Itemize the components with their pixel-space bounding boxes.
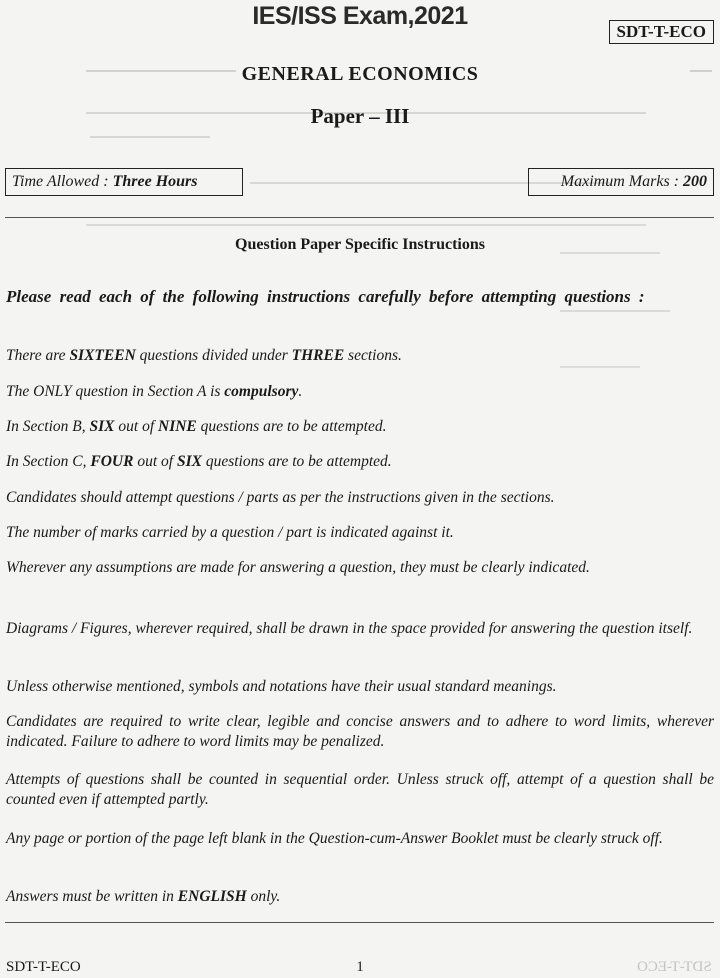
time-allowed-box bbox=[5, 168, 243, 196]
paper-title: Paper – III bbox=[310, 104, 410, 128]
exam-title: IES/ISS Exam,2021 bbox=[252, 2, 468, 30]
maximum-marks-box bbox=[528, 168, 714, 196]
instruction-item: The number of marks carried by a question / part is indicated against it. bbox=[6, 524, 454, 541]
instructions-intro: Please read each of the following instructions carefully before attempting questions : bbox=[6, 287, 645, 306]
maximum-marks-value: 200 bbox=[683, 173, 707, 190]
subject-title: GENERAL ECONOMICS bbox=[241, 63, 479, 85]
instructions-heading: Question Paper Specific Instructions bbox=[235, 236, 485, 253]
time-allowed-label: Time Allowed : bbox=[12, 173, 113, 190]
maximum-marks-label: Maximum Marks : bbox=[560, 173, 683, 190]
instruction-item: Any page or portion of the page left blank in the Question-cum-Answer Booklet must be clearly struck off. bbox=[6, 830, 663, 847]
instruction-item: Wherever any assumptions are made for answering a question, they must be clearly indicated. bbox=[6, 559, 590, 576]
instruction-item: Answers must be written in ENGLISH only. bbox=[6, 888, 281, 905]
footer-mirrored-code: SDT-T-ECO bbox=[637, 959, 712, 975]
instruction-item: The ONLY question in Section A is compulsory. bbox=[6, 383, 303, 400]
paper-code-box: SDT-T-ECO bbox=[609, 20, 714, 44]
instruction-item: In Section C, FOUR out of SIX questions are to be attempted. bbox=[6, 453, 392, 470]
instruction-item: Unless otherwise mentioned, symbols and notations have their usual standard meanings. bbox=[6, 678, 557, 695]
time-allowed-value: Three Hours bbox=[112, 173, 198, 190]
bottom-divider bbox=[5, 922, 714, 923]
instruction-item: Diagrams / Figures, wherever required, shall be drawn in the space provided for answering the question itself. bbox=[6, 620, 693, 637]
instruction-item: Candidates are required to write clear, legible and concise answers and to adhere to word limits, wherever indicated. Failure to adhere to word limits may be penalized. bbox=[6, 713, 714, 750]
instruction-item: There are SIXTEEN questions divided under THREE sections. bbox=[6, 347, 402, 364]
instruction-item: Attempts of questions shall be counted in sequential order. Unless struck off, attempt of a question shall be counted even if attempted partly. bbox=[6, 771, 714, 808]
footer-paper-code: SDT-T-ECO bbox=[6, 959, 81, 975]
instruction-item: In Section B, SIX out of NINE questions are to be attempted. bbox=[6, 418, 387, 435]
top-divider bbox=[5, 217, 714, 218]
page-number: 1 bbox=[356, 959, 364, 975]
instruction-item: Candidates should attempt questions / parts as per the instructions given in the sections. bbox=[6, 489, 555, 506]
